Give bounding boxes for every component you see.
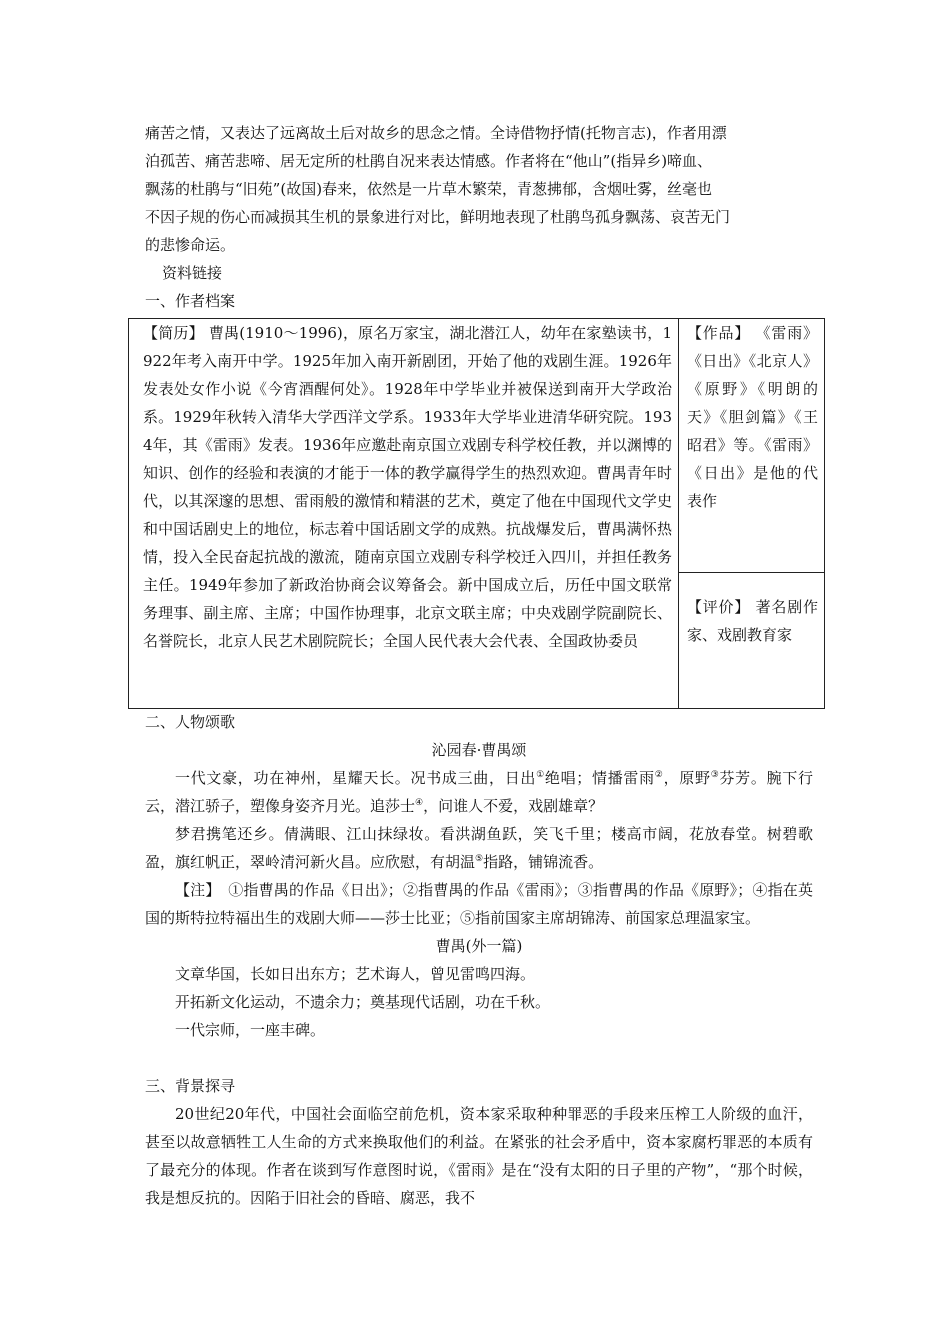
section-background-title: 三、背景探寻	[145, 1077, 236, 1095]
intro-line: 痛苦之情，又表达了远离故土后对故乡的思念之情。全诗借物抒情(托物言志)，作者用漂	[145, 124, 727, 142]
footnote-mark: ⑤	[475, 854, 484, 864]
poem-stanza-1	[145, 764, 813, 820]
evaluation-text: 【评价】 著名剧作家、戏剧教育家	[687, 598, 818, 644]
footnote-mark: ①	[536, 770, 545, 780]
intro-line: 的悲惨命运。	[145, 236, 236, 254]
poem-title: 沁园春·曹禺颂	[431, 741, 527, 759]
works-cell	[679, 319, 825, 573]
material-link-heading: 资料链接	[162, 264, 223, 282]
intro-line: 泊孤苦、痛苦悲啼、居无定所的杜鹃自况来表达情感。作者将在“他山”(指异乡)啼血、	[145, 152, 713, 170]
author-archive-table	[128, 318, 825, 709]
poem-notes: 【注】 ①指曹禺的作品《日出》；②指曹禺的作品《雷雨》；③指曹禺的作品《原野》；④指在英国的斯特拉特福出生的戏剧大师——莎士比亚；⑤指前国家主席胡锦涛、前国家总理温家宝。	[145, 881, 813, 927]
couplet-line: 一代宗师，一座丰碑。	[175, 1021, 326, 1039]
section-author-archive-title: 一、作者档案	[145, 292, 236, 310]
tribute-section	[145, 736, 813, 1044]
poem-text: 绝唱；情播雷雨	[544, 769, 655, 787]
poem-text: ，原野	[663, 769, 711, 787]
poem-stanza-2	[145, 820, 813, 876]
intro-line: 不因子规的伤心而减损其生机的景象进行对比，鲜明地表现了杜鹃鸟孤身飘荡、哀苦无门	[145, 208, 731, 226]
couplet-line: 文章华国，长如日出东方；艺术诲人，曾见雷鸣四海。	[175, 965, 536, 983]
works-text: 【作品】 《雷雨》《日出》《北京人》《原野》《明朗的天》《胆剑篇》《王昭君》等。《雷雨》《日出》是他的代表作	[687, 324, 818, 510]
intro-paragraph	[145, 119, 813, 259]
background-section	[145, 1100, 813, 1212]
section-tribute-title: 二、人物颂歌	[145, 713, 236, 731]
bio-cell	[129, 319, 679, 709]
poem-text: 梦君携笔还乡。倩满眼、江山抹绿妆。看洪湖鱼跃，笑飞千里；楼高市阔，花放春堂。树碧歌盈，旗红帆正，翠岭清河新火昌。应欣慰，有胡温	[145, 825, 813, 871]
background-paragraph: 20世纪20年代，中国社会面临空前危机，资本家采取种种罪恶的手段来压榨工人阶级的血汗，甚至以故意牺牲工人生命的方式来换取他们的利益。在紧张的社会矛盾中，资本家腐朽罪恶的本质有了最充分的体现。作者在谈到写作意图时说，《雷雨》是在“没有太阳的日子里的产物”，“那个时候，我是想反抗的。因陷于旧社会的昏暗、腐恶，我不	[145, 1105, 813, 1207]
poem-text: ，问谁人不爱，戏剧雄章？	[423, 797, 604, 815]
bio-text: 【简历】 曹禺(1910～1996)，原名万家宝，湖北潜江人，幼年在家塾读书，1922年考入南开中学。1925年加入南开新剧团，开始了他的戏剧生涯。1926年发表处女作小说《今宵酒醒何处》。1928年中学毕业并被保送到南开大学政治系。1929年秋转入清华大学西洋文学系。1933年大学毕业进清华研究院。1934年，其《雷雨》发表。1936年应邀赴南京国立戏剧专科学校任教，并以渊博的知识、创作的经验和表演的才能于一体的教学赢得学生的热烈欢迎。曹禺青年时代，以其深邃的思想、雷雨般的激情和精湛的艺术，奠定了他在中国现代文学史和中国话剧史上的地位，标志着中国话剧文学的成熟。抗战爆发后，曹禺满怀热情，投入全民奋起抗战的激流，随南京国立戏剧专科学校迁入四川，并担任教务主任。1949年参加了新政治协商会议筹备会。新中国成立后，历任中国文联常务理事、副主席、主席；中国作协理事，北京文联主席；中央戏剧学院副院长、名誉院长，北京人民艺术剧院院长；全国人民代表大会代表、全国政协委员	[143, 324, 672, 650]
footnote-mark: ④	[415, 798, 424, 808]
intro-line: 飘荡的杜鹃与“旧苑”(故国)春来，依然是一片草木繁荣，青葱拂郁，含烟吐雾，丝毫也	[145, 180, 713, 198]
poem-text: 芬芳。腕下行云，潜江骄子，塑像身姿齐月光。追莎士	[145, 769, 813, 815]
couplet-title: 曹禺(外一篇)	[435, 937, 523, 955]
evaluation-cell	[679, 573, 825, 709]
footnote-mark: ②	[654, 770, 664, 780]
couplet-line: 开拓新文化运动，不遗余力；奠基现代话剧，功在千秋。	[175, 993, 551, 1011]
footnote-mark: ③	[710, 770, 720, 780]
poem-text: 一代文豪，功在神州，星耀天长。况书成三曲，日出	[175, 769, 537, 787]
poem-text: 指路，铺锦流香。	[483, 853, 604, 871]
